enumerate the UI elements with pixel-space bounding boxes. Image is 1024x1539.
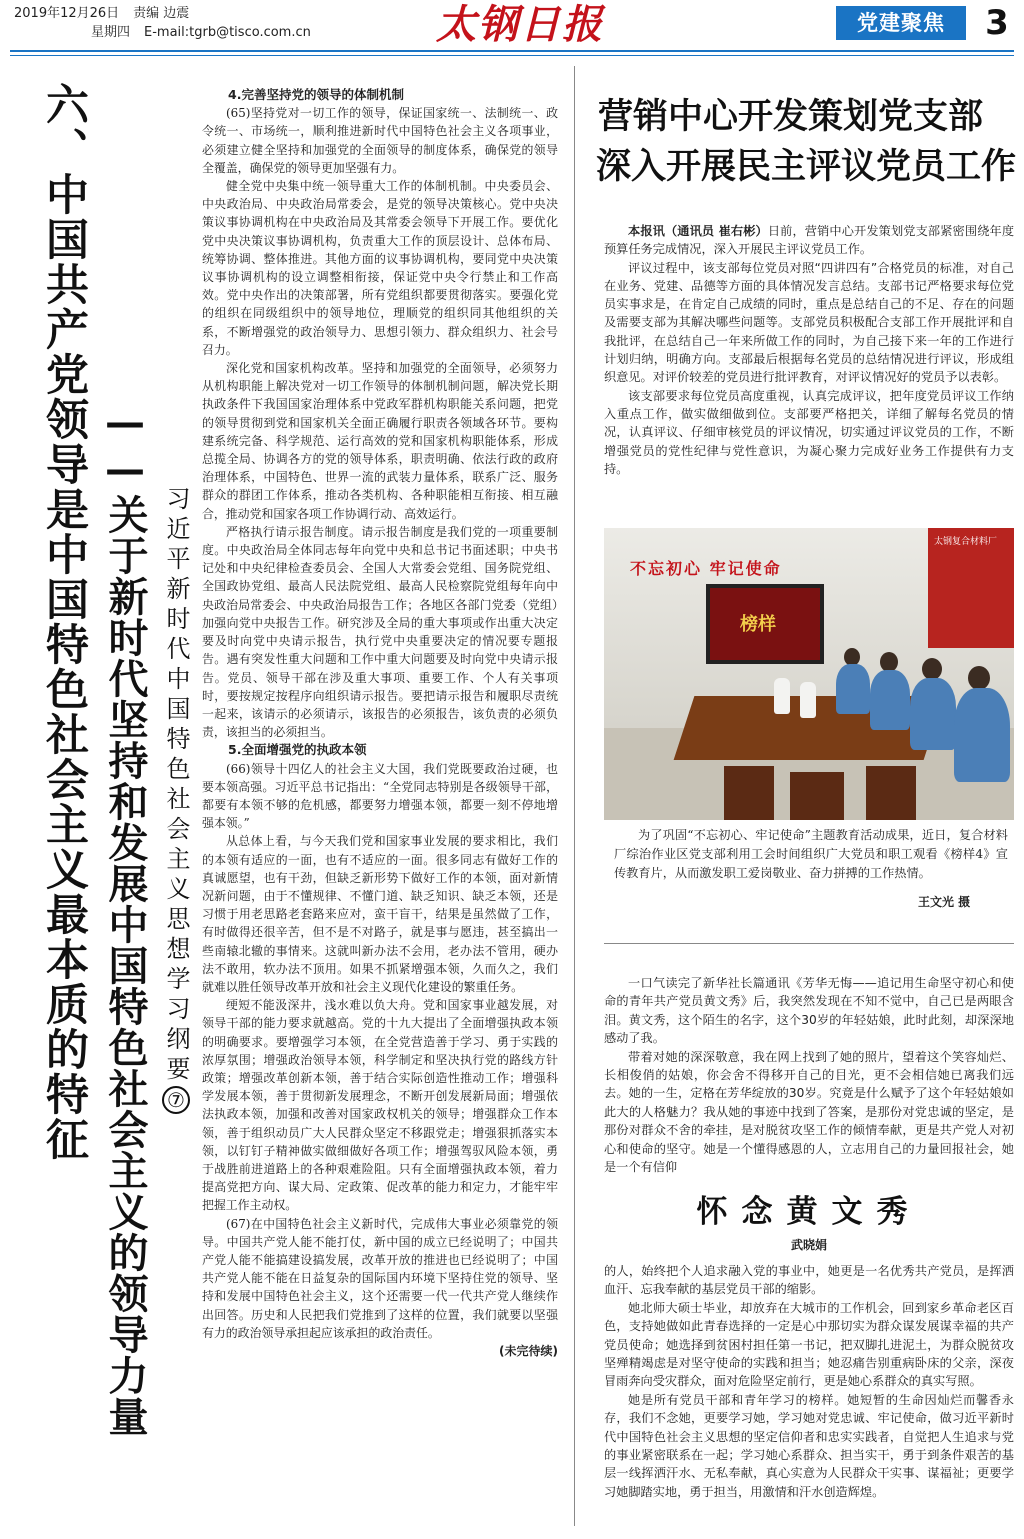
news-paragraph-3: 该支部要求每位党员高度重视，认真完成评议，把年度党员评议工作纳入重点工作，做实做细做到位。支部要严格把关，详细了解每名党员的情况，认真评议、仔细审核党员的评议情况，切实通过评议党员的工作，不断增强党员的党性纪律与党性意识，为凝心聚力完成好业务工作提供有力支持。 (604, 388, 1014, 476)
chair (724, 766, 774, 820)
chair (866, 766, 916, 820)
person (954, 688, 1010, 782)
paragraph-65: (65)坚持党对一切工作的领导，保证国家统一、法制统一、政令统一、市场统一，顺利推进新时代中国特色社会主义各项事业，必须建立健全坚持和加强党的全面领导的制度体系，确保党的领导全覆盖，确保党的领导更加坚强有力。 (202, 106, 558, 175)
person-head (922, 658, 942, 680)
essay-paragraph-3: 的人，始终把个人追求融入党的事业中，她更是一名优秀共产党员，是挥洒血汗、忘我奉献的基层党员干部的缩影。 (604, 1264, 1014, 1297)
person (910, 678, 956, 750)
issue-date: 2019年12月26日 (14, 6, 120, 21)
paragraph-short-rope: 绠短不能汲深井，浅水难以负大舟。党和国家事业越发展，对领导干部的能力要求就越高。党的十九大提出了全面增强执政本领的明确要求。要增强学习本领，在全党营造善于学习、勇于实践的浓厚氛围；增强政治领导本领，科学制定和坚决执行党的路线方针政策；增强改革创新本领，善于结合实际创造性推动工作；增强科学发展本领，善于贯彻新发展理念，不断开创发展新局面；增强依法执政本领，加强和改善对国家政权机关的领导；增强群众工作本领，善于组织动员广大人民群众坚定不移跟党走；增强狠抓落实本领，以钉钉子精神做实做细做好各项工作；增强驾驭风险本领，勇于战胜前进道路上的各种艰难险阻。只有全面增强执政本领，着力提高党把方向、谋大局、定政策、促改革的能力和定力，才能牢牢把握工作主动权。 (202, 998, 558, 1213)
photo-slogan: 不忘初心 牢记使命 (630, 559, 782, 578)
essay-paragraph-1: 一口气读完了新华社长篇通讯《芳华无悔——追记用生命坚守初心和使命的青年共产党员黄文秀》后，我突然发现在不知不觉中，自己已是两眼含泪。黄文秀，这个陌生的名字，这个30岁的年轻姑娘，此时此刻，却深深地感动了我。 (604, 976, 1014, 1046)
news-byline: 本报讯（通讯员 崔右彬） (628, 224, 768, 238)
email: E-mail:tgrb@tisco.com.cn (144, 25, 311, 40)
news-lead: 日前，营销中心开发策划党支部紧密围绕年度预算任务完成情况，深入开展民主评议党员工作。 (604, 224, 1015, 257)
editor: 责编 边震 (133, 6, 190, 21)
news-headline (594, 92, 1018, 192)
column-divider (574, 66, 575, 1526)
sub-headline: ——关于新时代坚持和发展中国特色社会主义的领导力量 (102, 400, 148, 1437)
thermos-flask (774, 678, 790, 714)
page-number: 3 (985, 3, 1009, 43)
chair (790, 772, 844, 820)
essay-paragraph-5: 她是所有党员干部和青年学习的榜样。她短暂的生命因灿烂而馨香永存，我们不念她，更要学习她，学习她对党忠诚、牢记使命，做习近平新时代中国特色社会主义思想的坚定信仰者和忠实实践者，自觉把人生追求与党的事业紧密联系在一起；学习她心系群众、担当实干，勇于到条件艰苦的基层一线挥洒汗水、无私奉献，真心实意为人民群众干实事、谋福祉；更要学习她脚踏实地，勇于担当，用激情和汗水创造辉煌。 (604, 1392, 1014, 1499)
news-body (604, 222, 1014, 478)
essay-paragraph-2: 带着对她的深深敬意，我在网上找到了她的照片，望着这个笑容灿烂、长相俊俏的姑娘，你会舍不得移开自己的目光，更不会相信她已离我们远去。她的一生，定格在芳华绽放的30岁。究竟是什么赋予了这个年轻姑娘如此大的人格魅力？我从她的事迹中找到了答案，是那份对党忠诚的坚定，是那份对群众不舍的牵挂，是对脱贫攻坚工作的倾情奉献，更是共产党人对初心和使命的坚守。她是一个懂得感恩的人，立志用自己的力量回报社会，她是一个有信仰 (604, 1049, 1014, 1175)
essay-body-top (604, 974, 1014, 1176)
paragraph-overall: 从总体上看，与今天我们党和国家事业发展的要求相比，我们的本领有适应的一面，也有不适应的一面。很多同志有做好工作的真诚愿望，也有干劲，但缺乏新形势下做好工作的本领，面对新情况新问题，由于不懂规律、不懂门道、缺乏知识、缺乏本领，还是习惯于用老思路老套路来应对，蛮干盲干，结果是虽然做了工作，有时做得还很辛苦，但不是不对路子，就是事与愿违，甚至搞出一些南辕北辙的事情来。这就叫新办法不会用，老办法不管用，硬办法不敢用，软办法不顶用。如果不抓紧增强本领，久而久之，我们就难以胜任领导改革开放和社会主义现代化建设的繁重任务。 (202, 834, 558, 994)
paragraph-central: 健全党中央集中统一领导重大工作的体制机制。中央委员会、中央政治局、中央政治局常委会，是党的领导决策核心。党中央决策议事协调机构在中央政治局及其常委会领导下开展工作。要优化党中央决策议事协调机构，负责重大工作的顶层设计、总体布局、统筹协调、整体推进。其他方面的议事协调机构，要同党中央决策议事协调机构的设立调整相衔接，保证党中央令行禁止和工作高效。党中央作出的决策部署，所有党组织都要贯彻落实。要强化党的组织在同级组织中的领导地位，理顺党的组织同其他组织的关系，不断增强党的政治领导力、思想引领力、群众组织力、社会号召力。 (202, 179, 558, 357)
header-rule (10, 50, 1014, 52)
header-rule-thin (10, 55, 1014, 56)
paragraph-67: (67)在中国特色社会主义新时代，完成伟大事业必须靠党的领导。中国共产党人能不能打仗，新中国的成立已经说明了；中国共产党人能不能搞建设搞发展，改革开放的推进也已经说明了；中国共产党人能不能在日益复杂的国际国内环境下坚持住党的领导、坚持和发展中国特色社会主义，这个还需要一代一代共产党人继续作出回答。历史和人民把我们党推到了这样的位置，我们就要以坚强有力的政治领导承担起应该承担的政治责任。 (202, 1216, 558, 1340)
news-headline-line1: 营销中心开发策划党支部 (598, 97, 984, 137)
person (836, 664, 870, 714)
essay-author: 武晓娟 (790, 1238, 827, 1252)
essay-title: 怀念黄文秀 (696, 1194, 922, 1230)
series-title: 习近平新时代中国特色社会主义思想学习纲要 (162, 486, 190, 1086)
series-number: ⑦ (164, 1088, 188, 1118)
masthead-logo: 太钢日报 (436, 1, 604, 48)
essay-paragraph-4: 她北师大硕士毕业，却放弃在大城市的工作机会，回到家乡革命老区百色，支持她做如此青春选择的一定是心中那切实为群众谋发展谋幸福的共产党员使命；她选择到贫困村担任第一书记，把双脚扎进泥土，为群众脱贫攻坚殚精竭虑是对坚守使命的实践和担当；她忍痛告别重病卧床的父亲，深夜冒雨奔向受灾群众，面对危险坚定前行，更是她心系群众的真实写照。 (604, 1300, 1014, 1389)
study-outline-article (202, 86, 558, 1516)
wall-board-text: 太钢复合材料厂 (934, 537, 998, 547)
tv-screen-text: 榜样 (740, 614, 776, 635)
section-heading-4: 4.完善坚持党的领导的体制机制 (228, 87, 404, 102)
news-headline-line2: 深入开展民主评议党员工作 (596, 147, 1017, 187)
photo-credit: 王文光 摄 (918, 895, 971, 909)
series-headline (156, 486, 196, 1126)
page-header (0, 0, 1024, 58)
weekday: 星期四 (90, 25, 130, 40)
essay-body-bottom (604, 1262, 1014, 1501)
main-headline: 六、中国共产党领导是中国特色社会主义最本质的特征 (39, 82, 89, 1162)
person-head (880, 652, 898, 672)
person-head (968, 666, 990, 690)
to-be-continued: (未完待续) (499, 1344, 558, 1359)
paragraph-report: 严格执行请示报告制度。请示报告制度是我们党的一项重要制度。中央政治局全体同志每年向党中央和总书记书面述职；中央书记处和中央纪律检查委员会、全国人大常委会党组、国务院党组、全国政协党组、最高人民法院党组、最高人民检察院党组每年向中央政治局常委会、中央政治局报告工作；各地区各部门党委（党组）加强向党中央报告工作。研究涉及全局的重大事项或作出重大决定要及时向党中央请示报告，执行党中央重要决定的情况要专题报告。遇有突发性重大问题和工作中重大问题要及时向党中央请示报告。党员、领导干部在涉及重大事项、重要工作、个人有关事项时，要按规定按程序向组织请示报告。要把请示报告和履职尽责统一起来，该请示的必须请示，该报告的必须报告，该负责的必须负责，该担当的必须担当。 (202, 524, 558, 740)
wall-board (928, 528, 1014, 648)
article-divider (604, 943, 1014, 944)
section-heading-5: 5.全面增强党的执政本领 (228, 742, 367, 758)
person (870, 670, 910, 730)
header-meta (14, 4, 311, 42)
news-paragraph-2: 评议过程中，该支部每位党员对照“四讲四有”合格党员的标准，对自己在业务、党建、品德等方面的具体情况发言总结。支部书记严格要求每位党员实事求是，在肯定自己成绩的同时，重点是总结自己的不足、存在的问题及需要支部为其解决哪些问题等。支部党员积极配合支部工作开展批评和自我批评，在总结自己一年来所做工作的同时，为自己接下来一年的工作进行计划归纳，明确方向。支部最后根据每名党员的总结情况进行评议，形成组织意见。对评价较差的党员进行批评教育，对评议情况好的党员予以表彰。 (604, 260, 1014, 385)
meeting-photo (604, 528, 1014, 820)
paragraph-66: (66)领导十四亿人的社会主义大国，我们党既要政治过硬，也要本领高强。习近平总书记指出：“全党同志特别是各级领导干部，都要有本领不够的危机感，都要努力增强本领，都要一刻不停地增强本领。” (202, 761, 558, 831)
paragraph-reform: 深化党和国家机构改革。坚持和加强党的全面领导，必须努力从机构职能上解决党对一切工作领导的体制机制问题，解决党长期执政条件下我国国家治理体系中党政军群机构职能关系问题，把党的领导贯彻到党和国家机关全面正确履行职责各领域各环节。要构建系统完备、科学规范、运行高效的党和国家机构职能体系，形成总揽全局、协调各方的党的领导体系，职责明确、依法行政的政府治理体系，中国特色、世界一流的武装力量体系，联系广泛、服务群众的群团工作体系，推动各类机构、各种职能相互衔接、相互融合，推动党和国家各项工作协调行动、高效运行。 (202, 361, 558, 521)
tv-screen (706, 584, 824, 664)
news-paragraph-1 (604, 222, 1014, 259)
thermos-flask (800, 682, 816, 718)
photo-caption: 为了巩固“不忘初心、牢记使命”主题教育活动成果，近日，复合材料厂综治作业区党支部利用工会时间组织广大党员和职工观看《榜样4》宣传教育片，从而激发职工爱岗敬业、奋力拼搏的工作热情。 (614, 828, 1008, 880)
section-tag: 党建聚焦 (836, 6, 966, 40)
